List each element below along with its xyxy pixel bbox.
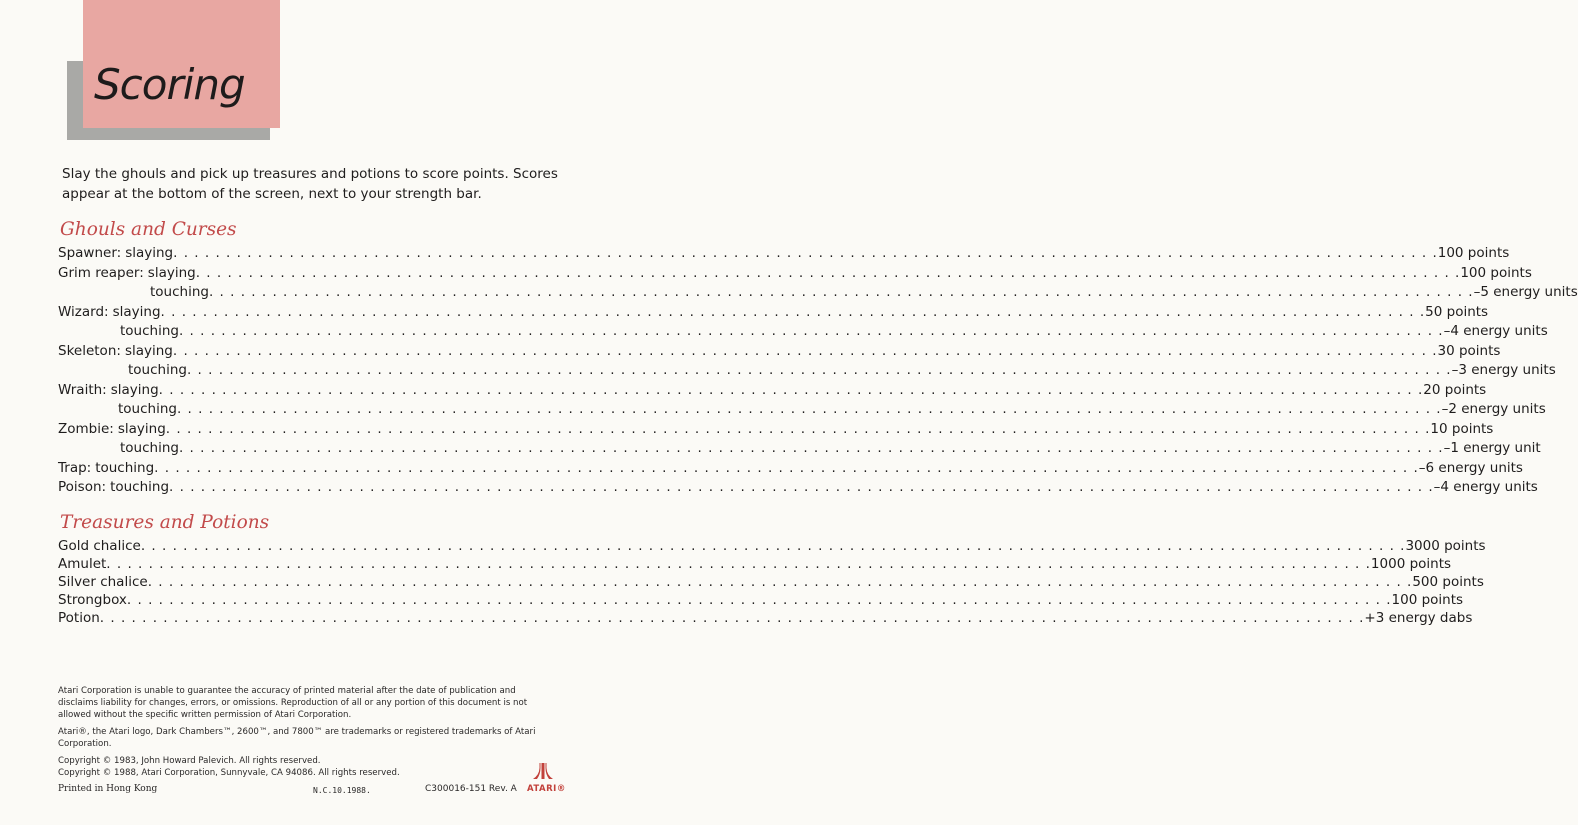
leader-dots: . . . . . . . . . . . . . . . . . . . . . . . . . . . . . . . . . . . . . . . . . . . . . . . . . . . . . . . . . . . . . . . . . . . . . . . . . . . . . . . . . . . . . . . . . . . . . . . . . . . . . . . . . . . . . . . . . . . . . . . .	[173, 245, 1438, 261]
leader-dots: . . . . . . . . . . . . . . . . . . . . . . . . . . . . . . . . . . . . . . . . . . . . . . . . . . . . . . . . . . . . . . . . . . . . . . . . . . . . . . . . . . . . . . . . . . . . . . . . . . . . . . . . . . . . . . . . . . . . . . . .	[178, 440, 1444, 456]
row-action: slaying	[147, 264, 196, 281]
row-label: Amulet	[58, 556, 107, 572]
score-row	[58, 573, 1484, 592]
row-value: 10 points	[1430, 420, 1494, 437]
section-heading-treasures: Treasures and Potions	[60, 512, 270, 533]
row-label: Zombie:	[58, 420, 114, 437]
row-label: Spawner:	[58, 245, 122, 261]
row-label: Wizard:	[58, 303, 109, 320]
score-row	[58, 420, 1494, 439]
row-value: 3000 points	[1405, 538, 1486, 554]
score-row	[58, 400, 1546, 419]
score-row	[58, 609, 1473, 628]
score-row	[58, 283, 1578, 302]
leader-dots: . . . . . . . . . . . . . . . . . . . . . . . . . . . . . . . . . . . . . . . . . . . . . . . . . . . . . . . . . . . . . . . . . . . . . . . . . . . . . . . . . . . . . . . . . . . . . . . . . . . . . . . . . . . . . . . . . . . . . . . .	[178, 323, 1444, 339]
atari-fuji-icon	[532, 763, 554, 779]
row-action: touching	[120, 440, 179, 456]
row-value: 1000 points	[1370, 556, 1452, 572]
row-value: +3 energy dabs	[1364, 610, 1473, 626]
row-action: touching	[95, 459, 155, 476]
row-action: touching	[118, 401, 177, 417]
row-action: touching	[128, 362, 187, 378]
score-row	[58, 537, 1486, 556]
part-number: C300016-151 Rev. A	[425, 784, 517, 794]
row-value: –2 energy units	[1441, 401, 1546, 417]
leader-dots: . . . . . . . . . . . . . . . . . . . . . . . . . . . . . . . . . . . . . . . . . . . . . . . . . . . . . . . . . . . . . . . . . . . . . . . . . . . . . . . . . . . . . . . . . . . . . . . . . . . . . . . . . . . . . . . . . . . . . . . .	[106, 556, 1371, 572]
row-value: 100 points	[1460, 264, 1532, 281]
row-value: 500 points	[1412, 574, 1484, 590]
score-row	[58, 555, 1452, 574]
row-value: 50 points	[1425, 303, 1489, 320]
row-value: 100 points	[1437, 245, 1510, 261]
row-action: slaying	[125, 245, 174, 261]
row-value: –1 energy unit	[1443, 440, 1541, 456]
leader-dots: . . . . . . . . . . . . . . . . . . . . . . . . . . . . . . . . . . . . . . . . . . . . . . . . . . . . . . . . . . . . . . . . . . . . . . . . . . . . . . . . . . . . . . . . . . . . . . . . . . . . . . . . . . . . . . . . . . . . . . . .	[140, 538, 1406, 554]
score-row	[58, 322, 1548, 341]
leader-dots: . . . . . . . . . . . . . . . . . . . . . . . . . . . . . . . . . . . . . . . . . . . . . . . . . . . . . . . . . . . . . . . . . . . . . . . . . . . . . . . . . . . . . . . . . . . . . . . . . . . . . . . . . . . . . . . . . . . . . . . .	[154, 459, 1419, 476]
row-action: slaying	[112, 303, 161, 320]
row-label: Potion	[58, 610, 100, 626]
row-action: touching	[150, 284, 209, 300]
leader-dots: . . . . . . . . . . . . . . . . . . . . . . . . . . . . . . . . . . . . . . . . . . . . . . . . . . . . . . . . . . . . . . . . . . . . . . . . . . . . . . . . . . . . . . . . . . . . . . . . . . . . . . . . . . . . . . . . . . . . . . . .	[169, 479, 1434, 495]
leader-dots: . . . . . . . . . . . . . . . . . . . . . . . . . . . . . . . . . . . . . . . . . . . . . . . . . . . . . . . . . . . . . . . . . . . . . . . . . . . . . . . . . . . . . . . . . . . . . . . . . . . . . . . . . . . . . . . . . . . . . . . .	[172, 342, 1438, 359]
row-label: Strongbox	[58, 592, 127, 608]
trademark-text: Atari®, the Atari logo, Dark Chambers™, 2600™, and 7800™ are trademarks or registered trademarks of Atari Corporation.	[58, 727, 536, 749]
row-label: Skeleton:	[58, 342, 121, 359]
row-action: touching	[110, 479, 170, 495]
page-title: Scoring	[94, 60, 245, 109]
row-value: 30 points	[1437, 342, 1501, 359]
score-row	[58, 381, 1487, 400]
leader-dots: . . . . . . . . . . . . . . . . . . . . . . . . . . . . . . . . . . . . . . . . . . . . . . . . . . . . . . . . . . . . . . . . . . . . . . . . . . . . . . . . . . . . . . . . . . . . . . . . . . . . . . . . . . . . . . . . . . . . . . . .	[126, 592, 1392, 608]
score-row	[58, 478, 1538, 497]
section-heading-ghouls: Ghouls and Curses	[60, 219, 237, 240]
row-action: touching	[120, 323, 179, 339]
row-value: –4 energy units	[1433, 479, 1538, 495]
score-row	[58, 264, 1532, 283]
leader-dots: . . . . . . . . . . . . . . . . . . . . . . . . . . . . . . . . . . . . . . . . . . . . . . . . . . . . . . . . . . . . . . . . . . . . . . . . . . . . . . . . . . . . . . . . . . . . . . . . . . . . . . . . . . . . . . . . . . . . . . . .	[158, 381, 1424, 398]
row-label: Gold chalice	[58, 538, 141, 554]
score-row	[58, 361, 1556, 380]
disclaimer-text: Atari Corporation is unable to guarantee the accuracy of printed material after the date of publication and disclaims liability for changes, errors, or omissions. Reproduction of all or any portion of this document is not allowed without the specific written permission of Atari Corporation.	[58, 686, 528, 720]
copyright-line-1: Copyright © 1983, John Howard Palevich. All rights reserved.	[58, 756, 321, 766]
score-row	[58, 303, 1489, 322]
row-value: 100 points	[1391, 592, 1464, 608]
leader-dots: . . . . . . . . . . . . . . . . . . . . . . . . . . . . . . . . . . . . . . . . . . . . . . . . . . . . . . . . . . . . . . . . . . . . . . . . . . . . . . . . . . . . . . . . . . . . . . . . . . . . . . . . . . . . . . . . . . . . . . . .	[176, 401, 1442, 417]
row-action: slaying	[110, 381, 159, 398]
copyright-line-2: Copyright © 1988, Atari Corporation, Sunnyvale, CA 94086. All rights reserved.	[58, 768, 400, 778]
score-row	[58, 244, 1510, 263]
leader-dots: . . . . . . . . . . . . . . . . . . . . . . . . . . . . . . . . . . . . . . . . . . . . . . . . . . . . . . . . . . . . . . . . . . . . . . . . . . . . . . . . . . . . . . . . . . . . . . . . . . . . . . . . . . . . . . . . . . . . . . . .	[186, 362, 1452, 378]
leader-dots: . . . . . . . . . . . . . . . . . . . . . . . . . . . . . . . . . . . . . . . . . . . . . . . . . . . . . . . . . . . . . . . . . . . . . . . . . . . . . . . . . . . . . . . . . . . . . . . . . . . . . . . . . . . . . . . . . . . . . . . .	[195, 264, 1461, 281]
leader-dots: . . . . . . . . . . . . . . . . . . . . . . . . . . . . . . . . . . . . . . . . . . . . . . . . . . . . . . . . . . . . . . . . . . . . . . . . . . . . . . . . . . . . . . . . . . . . . . . . . . . . . . . . . . . . . . . . . . . . . . . .	[165, 420, 1431, 437]
score-row	[58, 342, 1501, 361]
row-value: –3 energy units	[1451, 362, 1556, 378]
row-value: –5 energy units	[1473, 284, 1578, 300]
score-row	[58, 459, 1523, 478]
print-code: N.C.10.1988.	[313, 786, 371, 795]
intro-paragraph: Slay the ghouls and pick up treasures and potions to score points. Scores appear at the bottom of the screen, next to your strength bar.	[62, 166, 558, 202]
score-row	[58, 591, 1464, 610]
leader-dots: . . . . . . . . . . . . . . . . . . . . . . . . . . . . . . . . . . . . . . . . . . . . . . . . . . . . . . . . . . . . . . . . . . . . . . . . . . . . . . . . . . . . . . . . . . . . . . . . . . . . . . . . . . . . . . . . . . . . . . . .	[99, 610, 1365, 626]
row-action: slaying	[117, 420, 166, 437]
leader-dots: . . . . . . . . . . . . . . . . . . . . . . . . . . . . . . . . . . . . . . . . . . . . . . . . . . . . . . . . . . . . . . . . . . . . . . . . . . . . . . . . . . . . . . . . . . . . . . . . . . . . . . . . . . . . . . . . . . . . . . . .	[160, 303, 1426, 320]
atari-logo	[527, 763, 566, 794]
row-label: Silver chalice	[58, 574, 148, 590]
row-label: Poison:	[58, 479, 107, 495]
row-value: –6 energy units	[1418, 459, 1523, 476]
row-label: Trap:	[58, 459, 92, 476]
row-label: Grim reaper:	[58, 264, 144, 281]
row-label: Wraith:	[58, 381, 107, 398]
atari-logo-text: ATARI®	[527, 784, 566, 794]
leader-dots: . . . . . . . . . . . . . . . . . . . . . . . . . . . . . . . . . . . . . . . . . . . . . . . . . . . . . . . . . . . . . . . . . . . . . . . . . . . . . . . . . . . . . . . . . . . . . . . . . . . . . . . . . . . . . . . . . . . . . . . .	[147, 574, 1413, 590]
row-action: slaying	[124, 342, 173, 359]
row-value: –4 energy units	[1443, 323, 1548, 339]
score-row	[58, 439, 1541, 458]
leader-dots: . . . . . . . . . . . . . . . . . . . . . . . . . . . . . . . . . . . . . . . . . . . . . . . . . . . . . . . . . . . . . . . . . . . . . . . . . . . . . . . . . . . . . . . . . . . . . . . . . . . . . . . . . . . . . . . . . . . . . . . .	[208, 284, 1474, 300]
printed-in-text: Printed in Hong Kong	[58, 784, 158, 794]
row-value: 20 points	[1423, 381, 1487, 398]
